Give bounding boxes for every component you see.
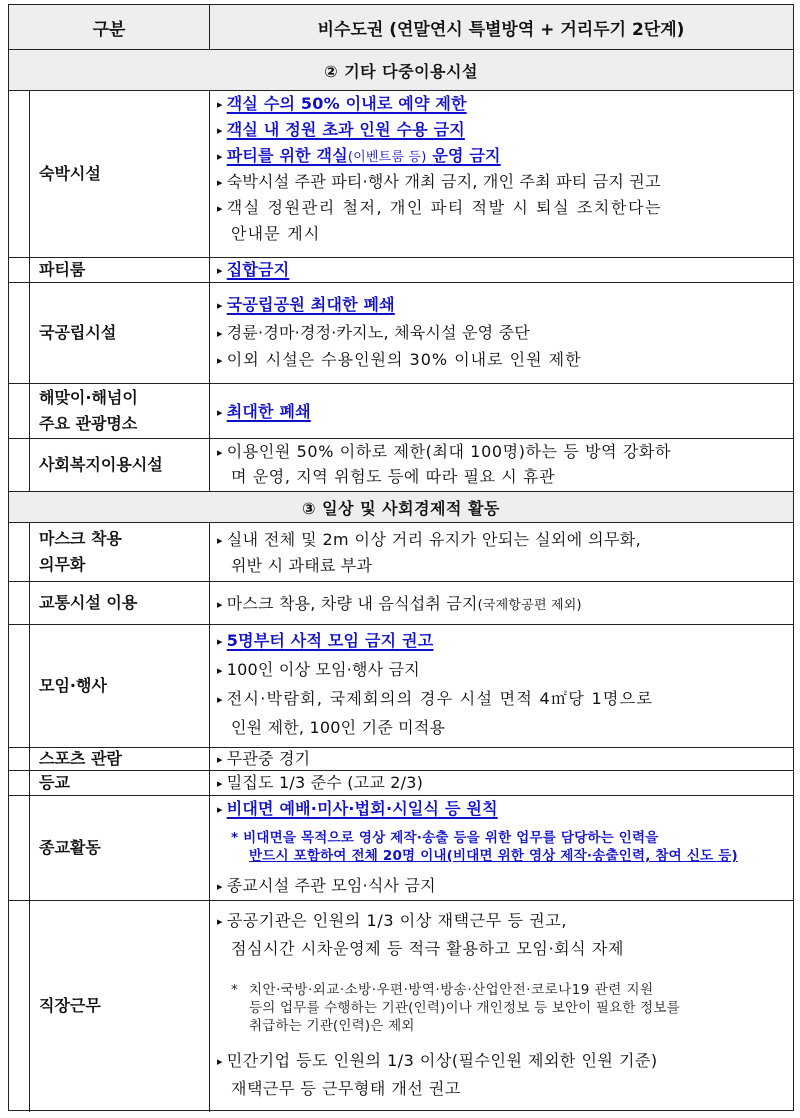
text-work-1: 공공기관은 인원의 1/3 이상 재택근무 등 권고,: [226, 911, 568, 930]
text-lodging-3: 파티를 위한 객실(이벤트룸 등) 운영 금지: [226, 146, 501, 165]
text-sunrise-1: 최대한 폐쇄: [226, 402, 311, 421]
category-welfare: 사회복지이용시설: [39, 455, 163, 474]
text-lodging-4: 숙박시설 주관 파티·행사 개최 금지, 개인 주최 파티 금지 권고: [226, 172, 661, 191]
category-work: 직장근무: [39, 995, 101, 1015]
bullet-icon: ▸: [217, 98, 223, 111]
text-work-note-1: 치안·국방·외교·소방·우편·방역·방송·산업안전·코로나19 관련 지원: [249, 982, 654, 998]
bullet-icon: ▸: [217, 327, 223, 340]
text-welfare-1: 이용인원 50% 이하로 제한(최대 100명)하는 등 방역 강화하: [226, 442, 672, 461]
category-sunrise: 해맞이·해넘이 주요 관광명소: [39, 388, 138, 433]
bullet-icon: ▸: [217, 635, 223, 648]
text-national-2: 경륜·경마·경정·카지노, 체육시설 운영 중단: [226, 323, 530, 342]
text-mask-2: 위반 시 과태료 부과: [231, 556, 373, 575]
content-welfare: [209, 439, 793, 491]
bullet-icon: ▸: [217, 406, 223, 419]
text-transport-1: 마스크 착용, 차량 내 음식섭취 금지: [226, 594, 478, 613]
content-work: [209, 901, 793, 1110]
bullet-icon: ▸: [217, 915, 223, 928]
text-sports-1: 무관중 경기: [226, 749, 311, 768]
content-transport: [209, 582, 793, 624]
text-lodging-5: 객실 정원관리 철저, 개인 파티 적발 시 퇴실 조치한다는: [226, 198, 663, 217]
bullet-icon: ▸: [217, 777, 223, 790]
bullet-icon: ▸: [217, 598, 223, 611]
bullet-icon: ▸: [217, 664, 223, 677]
bullet-icon: ▸: [217, 880, 223, 893]
text-lodging-1: 객실 수의 50% 이내로 예약 제한: [226, 94, 467, 113]
text-national-3: 이외 시설은 수용인원의 30% 이내로 인원 제한: [226, 350, 582, 369]
text-work-note-2: 등의 업무를 수행하는 기관(인력)이나 개인정보 등 보안이 필요한 정보를: [249, 1000, 680, 1016]
header-col2: 비수도권 (연말연시 특별방역 + 거리두기 2단계): [209, 5, 793, 49]
text-national-1: 국공립공원 최대한 폐쇄: [226, 295, 395, 314]
content-sports: [209, 748, 793, 770]
bullet-icon: ▸: [217, 753, 223, 766]
content-sunrise: [209, 384, 793, 438]
category-national: 국공립시설: [39, 323, 117, 342]
text-work-note-mark: *: [231, 982, 238, 998]
bullet-icon: ▸: [217, 150, 223, 163]
section-title-daily-activities: ③ 일상 및 사회경제적 활동: [9, 492, 793, 522]
bullet-icon: ▸: [217, 354, 223, 367]
text-work-note-3: 취급하는 기관(인력)은 제외: [249, 1018, 415, 1034]
content-religion: [209, 796, 793, 900]
text-work-2: 점심시간 시차운영제 등 적극 활용하고 모임·회식 자제: [231, 939, 625, 958]
category-lodging: 숙박시설: [39, 164, 101, 183]
text-gathering-2: 100인 이상 모임·행사 금지: [226, 660, 420, 679]
text-religion-note-1: * 비대면을 목적으로 영상 제작·송출 등을 위한 업무를 담당하는 인력을: [231, 830, 659, 846]
content-school: [209, 771, 793, 795]
bullet-icon: ▸: [217, 124, 223, 137]
text-religion-2: 종교시설 주관 모임·식사 금지: [226, 876, 436, 895]
text-transport-note: (국제항공편 제외): [477, 598, 582, 613]
text-religion-1: 비대면 예배·미사·법회·시일식 등 원칙: [226, 799, 498, 818]
text-welfare-2: 며 운영, 지역 위험도 등에 따라 필요 시 휴관: [231, 467, 556, 486]
bullet-icon: ▸: [217, 693, 223, 706]
bullet-icon: ▸: [217, 176, 223, 189]
category-mask: 마스크 착용 의무화: [39, 529, 122, 574]
header-col1: 구분: [9, 5, 209, 49]
bullet-icon: ▸: [217, 1055, 223, 1068]
content-national: [209, 283, 793, 383]
content-lodging: [209, 91, 793, 257]
bullet-icon: ▸: [217, 299, 223, 312]
bullet-icon: ▸: [217, 202, 223, 215]
content-gathering: [209, 625, 793, 747]
category-school: 등교: [39, 773, 70, 792]
category-sports: 스포츠 관람: [39, 749, 122, 768]
text-work-3: 민간기업 등도 인원의 1/3 이상(필수인원 제외한 인원 기준): [226, 1051, 658, 1070]
category-partyroom: 파티룸: [39, 260, 86, 279]
category-religion: 종교활동: [39, 838, 101, 857]
section-title-other-facilities: ② 기타 다중이용시설: [9, 50, 793, 90]
text-partyroom-1: 집합금지: [226, 260, 290, 279]
content-partyroom: [209, 258, 793, 282]
text-gathering-1: 5명부터 사적 모임 금지 권고: [226, 631, 434, 650]
text-lodging-6: 안내문 게시: [231, 224, 321, 243]
text-religion-note-2: 반드시 포함하여 전체 20명 이내(비대면 위한 영상 제작·송출인력, 참여 신도 등): [249, 848, 738, 864]
category-transport: 교통시설 이용: [39, 593, 138, 612]
text-lodging-2: 객실 내 정원 초과 인원 수용 금지: [226, 120, 465, 139]
text-mask-1: 실내 전체 및 2m 이상 거리 유지가 안되는 실외에 의무화,: [226, 530, 642, 549]
bullet-icon: ▸: [217, 803, 223, 816]
text-work-4: 재택근무 등 근무형태 개선 권고: [231, 1079, 461, 1098]
measures-table: [8, 4, 794, 1111]
bullet-icon: ▸: [217, 534, 223, 547]
text-school-1: 밀집도 1/3 준수 (고교 2/3): [226, 773, 424, 792]
bullet-icon: ▸: [217, 446, 223, 459]
text-gathering-4: 인원 제한, 100인 기준 미적용: [231, 718, 446, 737]
category-gathering: 모임·행사: [39, 676, 107, 695]
bullet-icon: ▸: [217, 264, 223, 277]
text-gathering-3: 전시·박람회, 국제회의의 경우 시설 면적 4㎡당 1명으로: [226, 689, 654, 708]
content-mask: [209, 523, 793, 581]
